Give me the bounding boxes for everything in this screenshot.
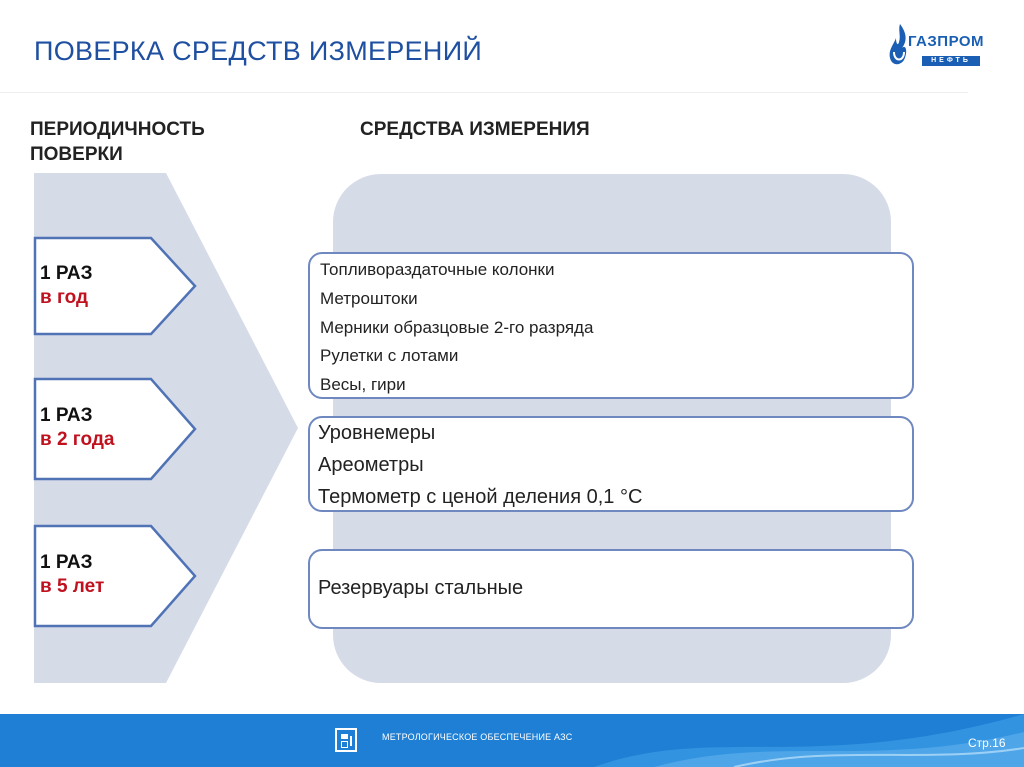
instrument-item: Топливораздаточные колонки [320, 260, 555, 279]
logo-subtitle: НЕФТЬ [922, 56, 980, 66]
instrument-item: Термометр с ценой деления 0,1 °С [318, 486, 643, 508]
page-number: Стр.16 [968, 736, 1006, 750]
logo-wordmark: ГАЗПРОМ [908, 33, 985, 50]
period-3-count: 1 РАЗ [40, 552, 93, 573]
period-badge-5-years [33, 524, 198, 624]
period-2-count: 1 РАЗ [40, 405, 93, 426]
period-badge-2-years [33, 377, 198, 477]
instrument-item: Уровнемеры [318, 422, 436, 444]
instrument-group-yearly [308, 252, 914, 399]
slide-title: ПОВЕРКА СРЕДСТВ ИЗМЕРЕНИЙ [34, 36, 483, 66]
period-badge-1-year [33, 236, 198, 336]
periodicity-heading: ПЕРИОДИЧНОСТЬ ПОВЕРКИ [30, 119, 205, 165]
fuel-pump-icon [335, 728, 357, 752]
instrument-item: Резервуары стальные [318, 577, 524, 599]
period-1-count: 1 РАЗ [40, 263, 93, 284]
period-2-interval: в 2 года [40, 429, 115, 450]
footer-bar [0, 714, 1024, 767]
footer-caption: МЕТРОЛОГИЧЕСКОЕ ОБЕСПЕЧЕНИЕ АЗС [382, 732, 573, 742]
footer-wave-decoration [594, 714, 1024, 767]
badge-arrow-shape [33, 236, 198, 336]
instrument-item: Ареометры [318, 454, 424, 476]
instrument-group-5-years [308, 549, 914, 629]
instrument-item: Метроштоки [320, 289, 418, 308]
period-1-interval: в год [40, 287, 89, 308]
instrument-item: Весы, гири [320, 375, 406, 394]
gazprom-neft-logo [886, 20, 986, 72]
slide-side-shade [0, 92, 968, 93]
instrument-group-2-years [308, 416, 914, 512]
instrument-item: Рулетки с лотами [320, 346, 459, 365]
instrument-item: Мерники образцовые 2-го разряда [320, 318, 594, 337]
period-3-interval: в 5 лет [40, 576, 105, 597]
instruments-heading: СРЕДСТВА ИЗМЕРЕНИЯ [360, 119, 590, 140]
